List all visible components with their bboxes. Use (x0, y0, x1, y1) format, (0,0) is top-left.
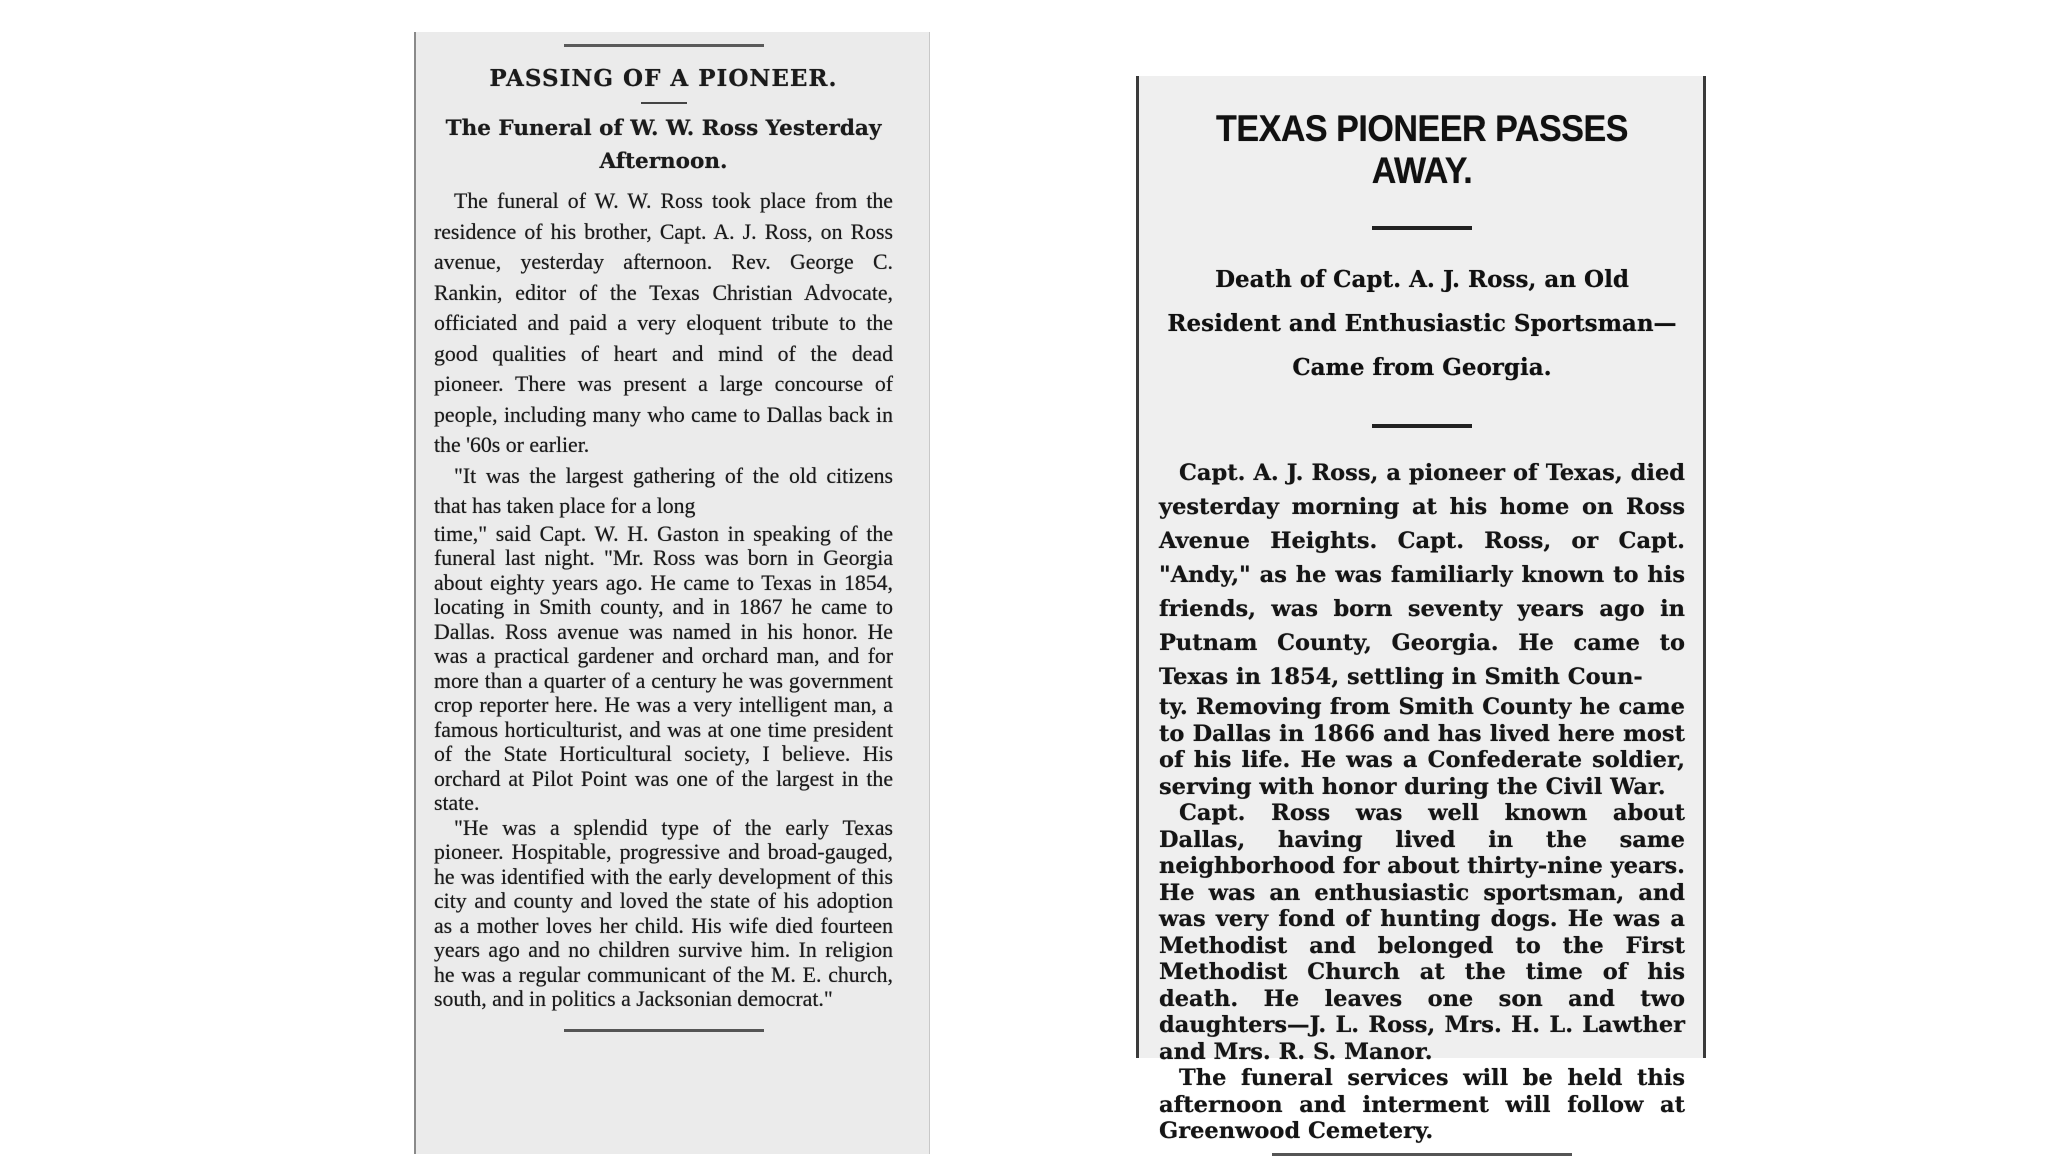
paragraph: "He was a splendid type of the early Texas pioneer. Hospitable, progressive and broad-gauged, he was identified with the early development of this city and county and loved the state of his adoption as a mother loves her child. His wife died fourteen years ago and no children survive him. In religion he was a regular communicant of the M. E. church, south, and in politics a Jacksonian democrat." (434, 815, 893, 1011)
bottom-rule (434, 1022, 893, 1040)
divider (641, 102, 687, 104)
paragraph: Capt. Ross was well known about Dallas, having lived in the same neighborhood for about thirty-nine years. He was an enthusiastic sportsman, and was very fond of hunting dogs. He was a Methodist and belonged to the First Methodist Church at the time of his death. He leaves one son and two daughters—J. L. Ross, Mrs. H. L. Lawther and Mrs. R. S. Manor. (1159, 800, 1685, 1065)
divider (1372, 226, 1472, 230)
article-body (434, 186, 893, 1012)
bottom-rule (1272, 1153, 1572, 1156)
top-rule (564, 44, 764, 47)
paragraph: "It was the largest gathering of the old citizens that has taken place for a long (434, 463, 893, 518)
paragraph: time," said Capt. W. H. Gaston in speaking of the funeral last night. "Mr. Ross was born in Georgia about eighty years ago. He came to Texas in 1854, locating in Smith county, and in 1867 he came to Dallas. Ross avenue was named in his honor. He was a practical gardener and orchard man, and for more than a quarter of a century he was government crop reporter here. He was a very intelligent man, a famous horticulturist, and was at one time president of the State Horticultural society, I believe. His orchard at Pilot Point was one of the largest in the state. (434, 521, 893, 815)
newspaper-clipping-left (414, 32, 930, 1154)
headline: TEXAS PIONEER PASSES AWAY. (1215, 108, 1628, 191)
article-body (1159, 456, 1685, 1145)
divider (1372, 424, 1472, 428)
subheadline: Death of Capt. A. J. Ross, an Old Resident and Enthusiastic Sportsman—Came from Georgia. (1167, 266, 1677, 381)
paragraph: ty. Removing from Smith County he came to Dallas in 1866 and has lived here most of his life. He was a Confederate soldier, serving with honor during the Civil War. (1159, 694, 1685, 800)
paragraph: The funeral services will be held this afternoon and interment will follow at Greenwood Cemetery. (1159, 1065, 1685, 1144)
headline: PASSING OF A PIONEER. (489, 65, 838, 92)
subheadline: The Funeral of W. W. Ross Yesterday Afternoon. (445, 116, 882, 174)
paragraph: Capt. A. J. Ross, a pioneer of Texas, died yesterday morning at his home on Ross Avenue Heights. Capt. Ross, or Capt. "Andy," as he was familiarly known to his friends, was born seventy years ago in Putnam County, Georgia. He came to Texas in 1854, settling in Smith Coun- (1159, 460, 1685, 690)
paragraph: The funeral of W. W. Ross took place from the residence of his brother, Capt. A. J. Ross, on Ross avenue, yesterday afternoon. Rev. George C. Rankin, editor of the Texas Christian Advocate, officiated and paid a very eloquent tribute to the good qualities of heart and mind of the dead pioneer. There was present a large concourse of people, including many who came to Dallas back in the '60s or earlier. (434, 189, 893, 457)
newspaper-clipping-right (1136, 76, 1706, 1144)
